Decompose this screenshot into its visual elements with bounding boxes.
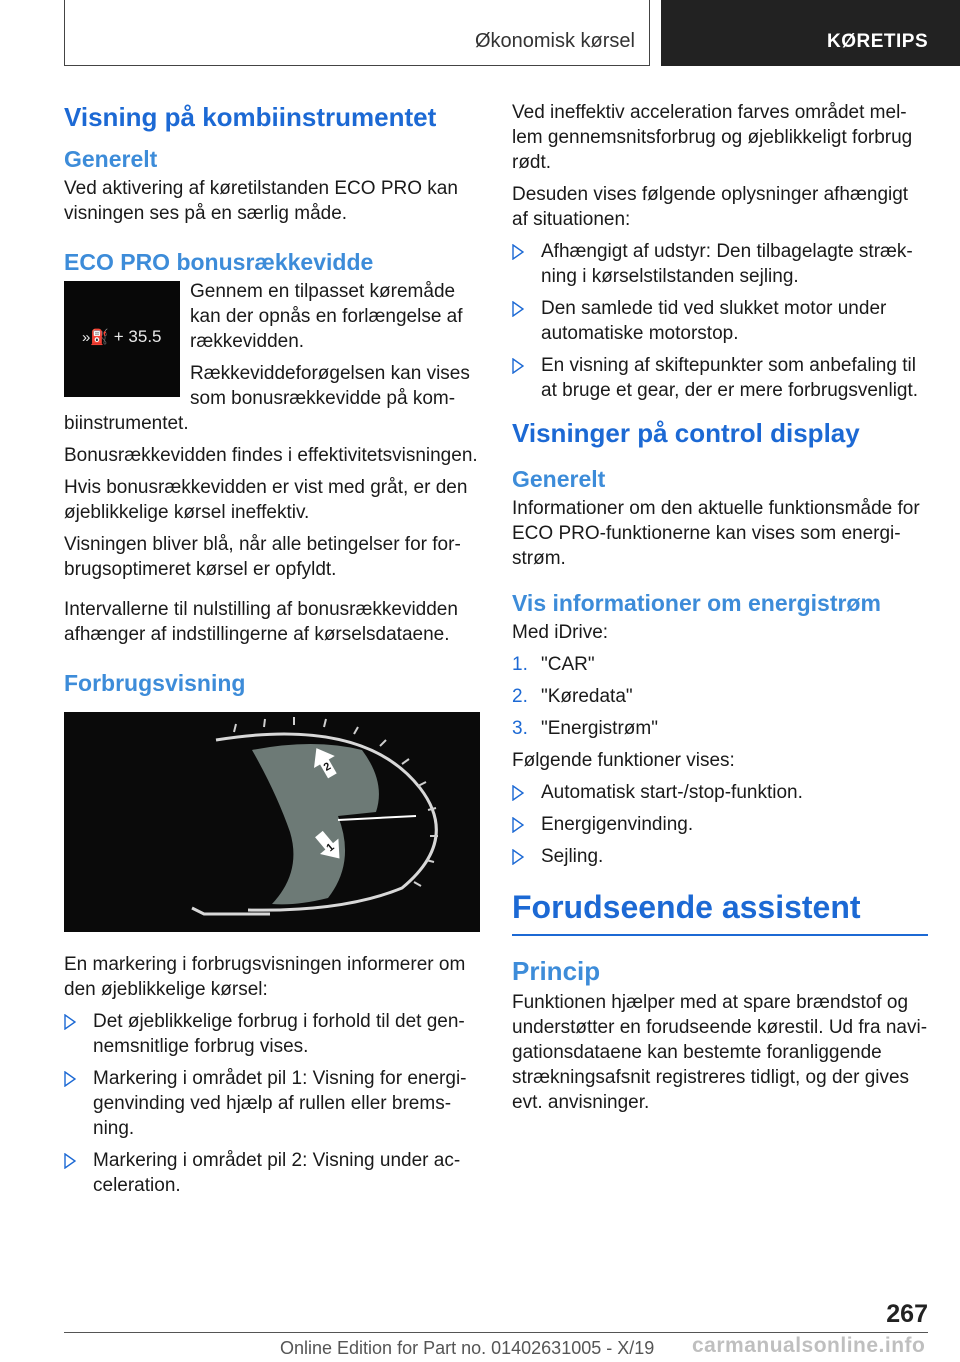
fuel-pump-icon: »⛽ [82,329,110,346]
forbrug-bullet-list [64,1009,480,1198]
list-item: Markering i området pil 2: Visning under acceleration. [64,1148,480,1198]
heading-generelt: Generelt [64,146,158,172]
page-number: 267 [886,1300,928,1328]
list-item: 2. "Køredata" [512,686,633,707]
bullet-triangle-icon [512,817,524,833]
paragraph: Hvis bonusrækkevidden er vist med gråt, er den øjeblikkelige kørsel ineffektiv. [64,477,468,523]
heading-visninger-control-display: Visninger på control display [512,418,860,448]
heading-visning-kombiinstrument: Visning på kombiinstrumentet [64,102,437,132]
list-item: Markering i området pil 1: Visning for energigenvinding ved hjælp af rullen eller bremsning. [64,1066,480,1141]
paragraph: Med iDrive: [512,622,609,643]
list-item: Det øjeblikkelige forbrug i forhold til det gennemsnitlige forbrug vises. [64,1009,480,1059]
paragraph: Følgende funktioner vises: [512,750,735,771]
steps-list [512,652,928,741]
list-item: 3. "Energistrøm" [512,718,658,739]
svg-text:1: 1 [324,841,337,855]
bullet-triangle-icon [512,244,524,260]
paragraph: En markering i forbrugsvisningen informerer om den øjeblikkelige kørsel: [64,954,466,1000]
paragraph: Funktionen hjælper med at spare brændstof og understøtter en forudseende kørestil. Ud fra navigationsdataene kan bestemte foranliggende strækningsafsnit registreres tidligt, og der gives evt. anvisninger. [512,992,928,1113]
paragraph: Intervallerne til nulstilling af bonusrækkevidden afhænger af indstillingerne af kørselsdataene. [64,599,458,645]
header-section-title: Økonomisk kørsel [474,30,635,52]
gauge-needle [338,816,416,820]
bullet-triangle-icon [512,301,524,317]
paragraph: Ved ineffektiv acceleration farves området mellem gennemsnitsforbrug og øjeblikkeligt forbrug rødt. [512,102,913,173]
consumption-gauge-image [64,712,480,932]
footer-divider [64,1332,928,1333]
bullet-triangle-icon [64,1153,76,1169]
list-item: En visning af skiftepunkter som anbefaling til at bruge et gear, der er mere forbrugsvenligt. [512,353,928,403]
paragraph: Desuden vises følgende oplysninger afhængigt af situationen: [512,184,909,230]
footer-edition: Online Edition for Part no. 01402631005 - X/19 [280,1338,655,1358]
heading-eco-pro-bonus: ECO PRO bonusrækkevidde [64,249,374,275]
header-chapter-title: KØRETIPS [827,31,929,52]
paragraph: Ved aktivering af køretilstanden ECO PRO kan visningen ses på en særlig måde. [64,178,458,224]
list-item: 1. "CAR" [512,654,595,675]
paragraph: Gennem en tilpasset køremåde kan der opnås en forlængelse af rækkevidden. [190,281,463,352]
funktioner-bullet-list [512,780,928,869]
heading-princip: Princip [512,956,601,986]
paragraph: Rækkeviddeforøgelsen kan vises som bonusrækkevidde på kombiinstrumentet. [64,363,470,434]
list-item: Automatisk start-/stop-funktion. [512,780,928,805]
right-column [512,100,928,1122]
list-item: Sejling. [512,844,928,869]
step-number: 2. [512,686,528,707]
left-column [64,100,480,1205]
paragraph: Informationer om den aktuelle funktionsmåde for ECO PRO-funktionerne kan vises som energistrøm. [512,498,920,569]
bullet-triangle-icon [64,1071,76,1087]
heading-generelt: Generelt [512,466,606,492]
watermark-logo[interactable]: carmanualsonline.info [692,1334,926,1357]
bullet-triangle-icon [64,1014,76,1030]
paragraph: Bonusrækkevidden findes i effektivitetsvisningen. [64,445,478,466]
bullet-triangle-icon [512,785,524,801]
heading-vis-energistrom: Vis informationer om energistrøm [512,590,881,616]
bullet-triangle-icon [512,849,524,865]
header-chapter-tab [661,0,960,66]
gauge-fill-region [252,744,379,904]
svg-text:2: 2 [321,760,334,774]
info-bullet-list [512,239,928,403]
section-title-forudseende-assistent: Forudseende assistent [512,884,928,936]
eco-bonus-readout [82,327,162,347]
list-item: Energigenvinding. [512,812,928,837]
bullet-triangle-icon [512,358,524,374]
heading-forbrugsvisning: Forbrugsvisning [64,670,246,696]
paragraph: Visningen bliver blå, når alle betingelser for forbrugsoptimeret kørsel er opfyldt. [64,534,461,580]
list-item: Afhængigt af udstyr: Den tilbagelagte strækning i kørselstilstanden sejling. [512,239,928,289]
step-number: 1. [512,654,528,675]
header-section-tab [64,0,650,66]
step-number: 3. [512,718,528,739]
eco-bonus-value: + 35.5 [113,327,162,346]
eco-pro-display-image [64,281,180,397]
list-item: Den samlede tid ved slukket motor under automatiske motorstop. [512,296,928,346]
